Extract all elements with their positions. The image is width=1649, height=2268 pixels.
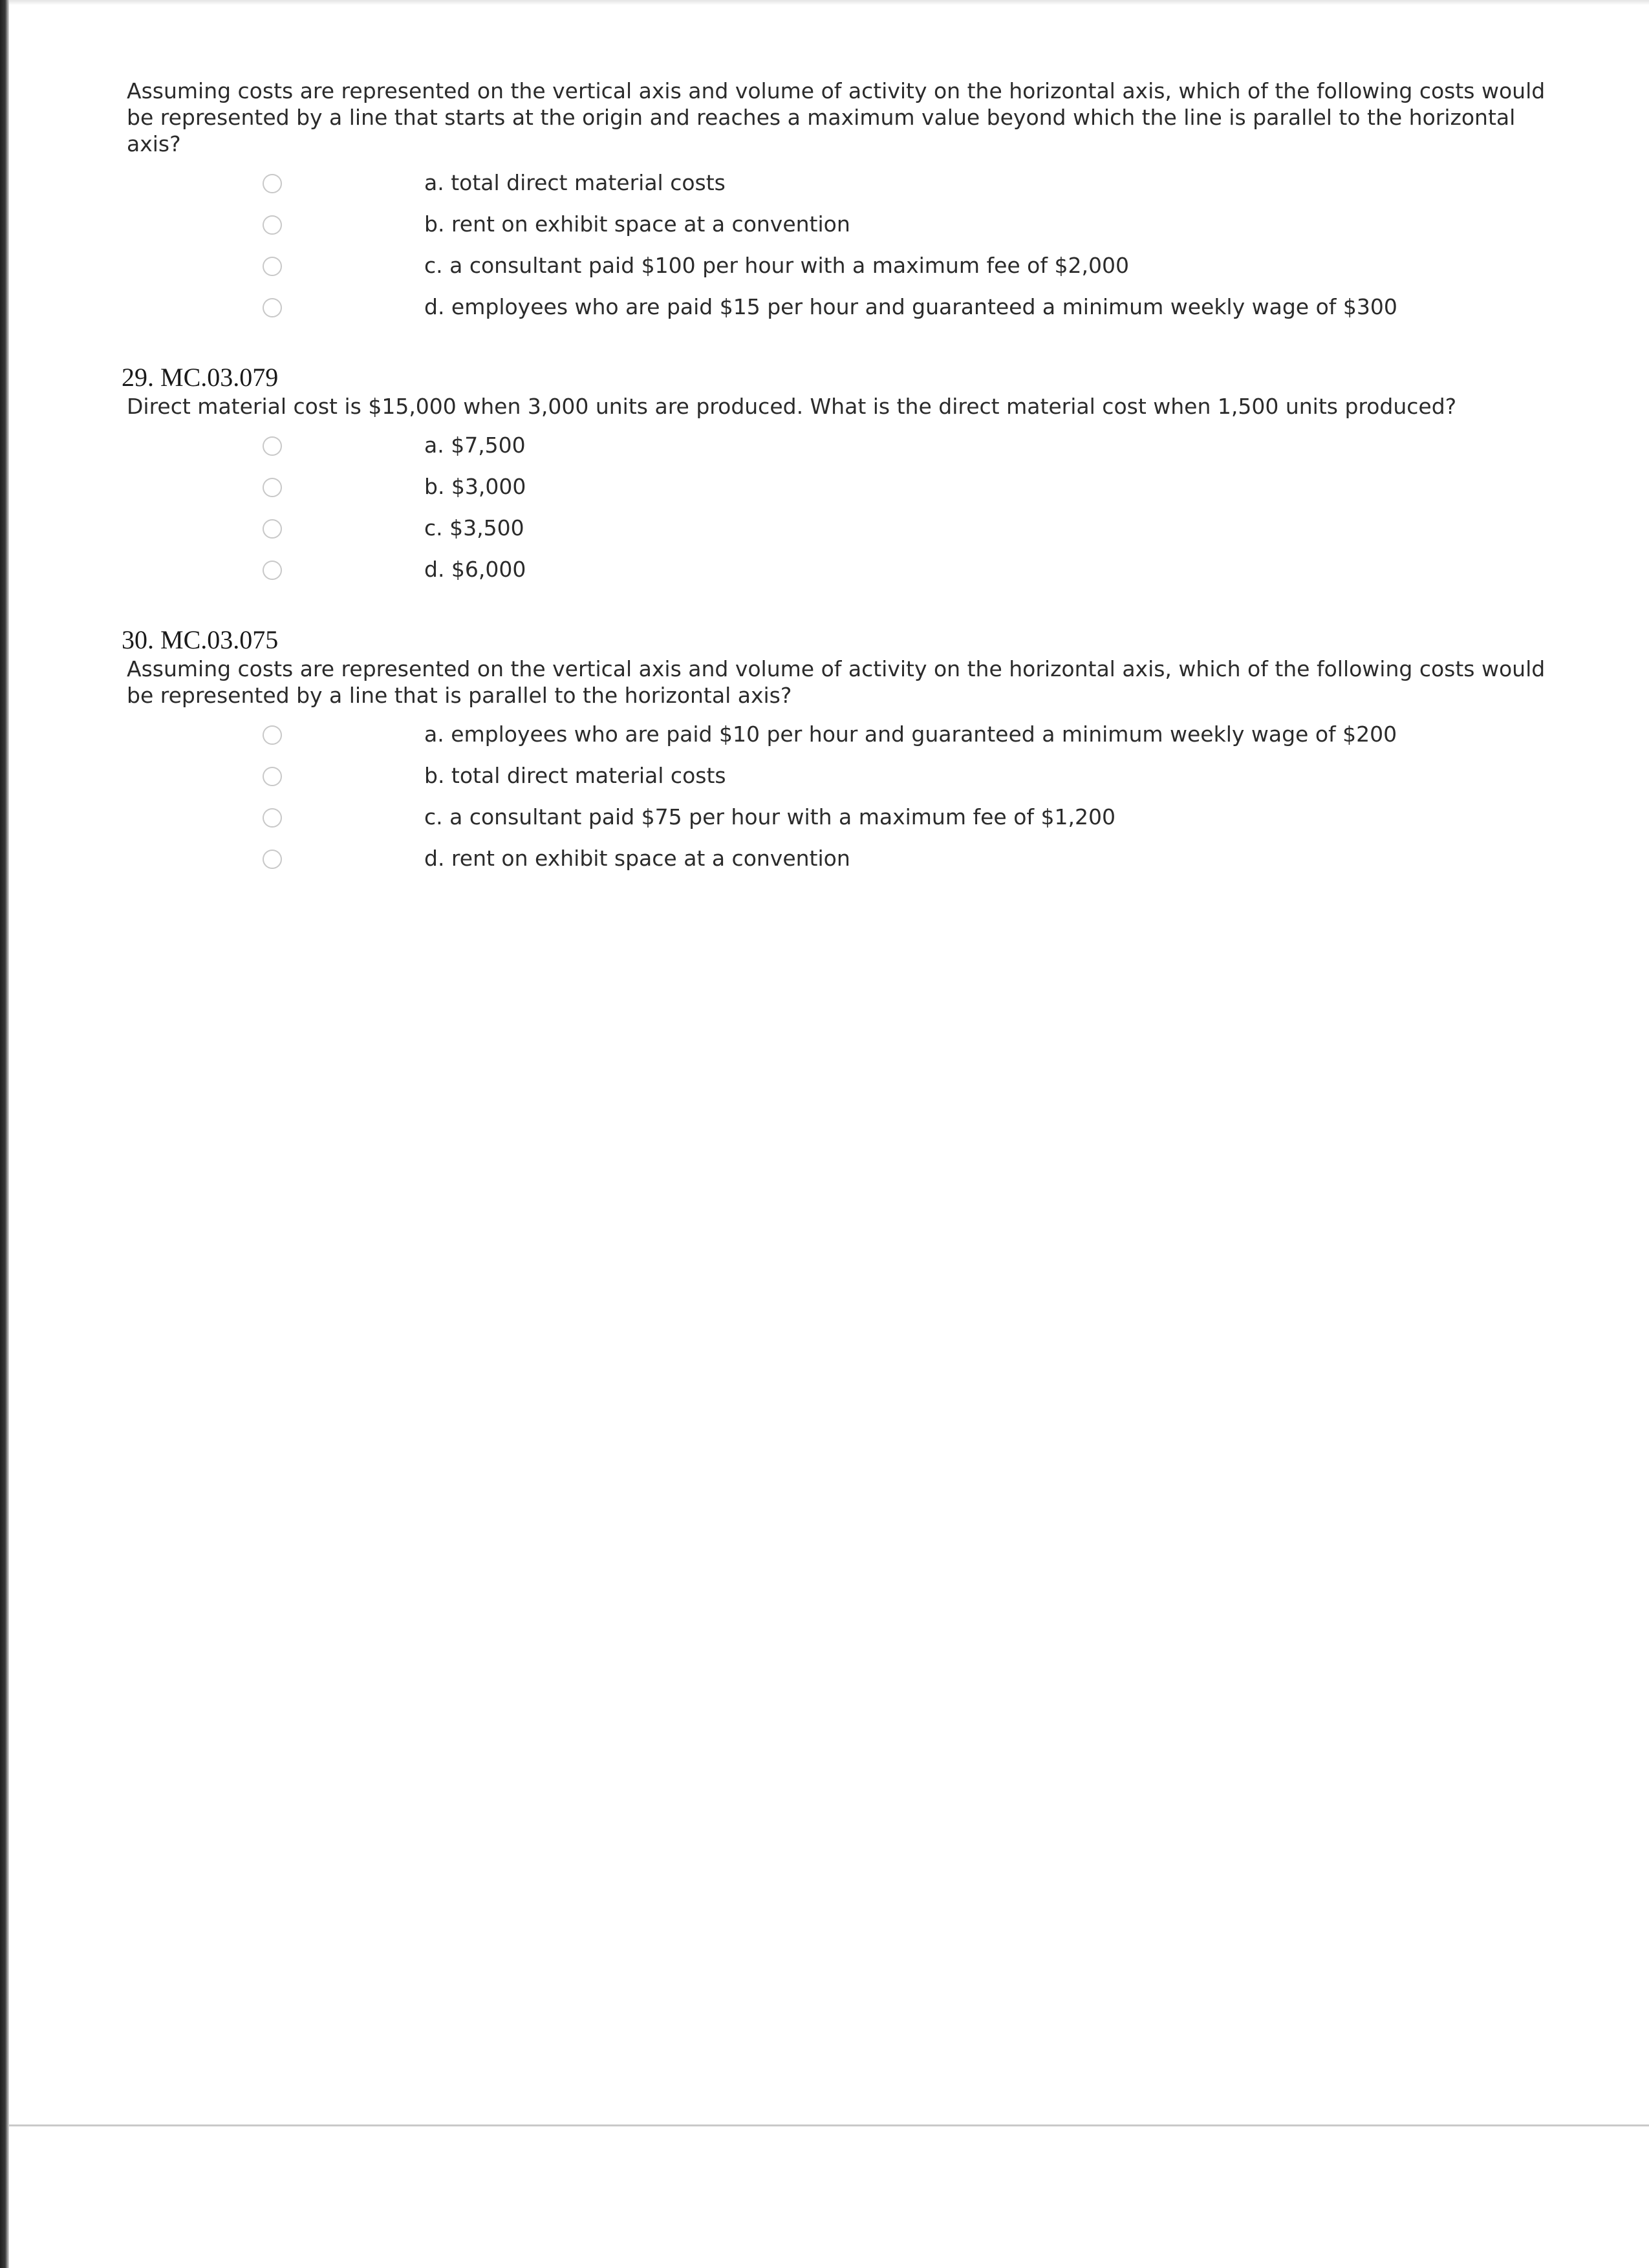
answer-label: d. $6,000 bbox=[424, 557, 526, 582]
page-divider bbox=[9, 2124, 1649, 2126]
answer-option-b[interactable] bbox=[127, 763, 1575, 804]
question-heading: 29. MC.03.079 bbox=[122, 363, 279, 392]
answer-option-a[interactable] bbox=[127, 170, 1575, 211]
answer-option-a[interactable] bbox=[127, 722, 1575, 763]
answer-label: c. a consultant paid $75 per hour with a maximum fee of $1,200 bbox=[424, 804, 1116, 829]
answer-option-d[interactable] bbox=[127, 846, 1575, 887]
answer-option-b[interactable] bbox=[127, 211, 1575, 253]
question-30 bbox=[122, 625, 1575, 887]
question-text: Assuming costs are represented on the vertical axis and volume of activity on the horizontal axis, which of the following costs would be represented by a line that starts at the origin and reaches a maximum value beyond which the line is parallel to the horizontal axis? bbox=[127, 78, 1546, 156]
answer-label: b. $3,000 bbox=[424, 474, 526, 499]
answer-option-c[interactable] bbox=[127, 804, 1575, 846]
answer-label: a. employees who are paid $10 per hour and guaranteed a minimum weekly wage of $200 bbox=[424, 722, 1397, 747]
scan-top-edge bbox=[9, 0, 1649, 5]
radio-button[interactable] bbox=[263, 215, 282, 235]
radio-button[interactable] bbox=[263, 561, 282, 580]
answer-label: c. $3,500 bbox=[424, 515, 524, 540]
answer-option-b[interactable] bbox=[127, 474, 1575, 515]
answer-label: d. employees who are paid $15 per hour and guaranteed a minimum weekly wage of $300 bbox=[424, 294, 1397, 319]
radio-button[interactable] bbox=[263, 298, 282, 317]
answer-label: b. rent on exhibit space at a convention bbox=[424, 211, 850, 237]
question-text: Assuming costs are represented on the vertical axis and volume of activity on the horizontal axis, which of the following costs would be represented by a line that is parallel to the horizontal axis? bbox=[127, 656, 1546, 708]
radio-button[interactable] bbox=[263, 767, 282, 786]
radio-button[interactable] bbox=[263, 519, 282, 539]
answer-label: d. rent on exhibit space at a convention bbox=[424, 846, 850, 871]
answer-options bbox=[127, 433, 1575, 598]
question-text: Direct material cost is $15,000 when 3,000 units are produced. What is the direct material cost when 1,500 units produced? bbox=[127, 394, 1457, 419]
answer-option-d[interactable] bbox=[127, 294, 1575, 336]
question-28 bbox=[127, 78, 1575, 336]
radio-button[interactable] bbox=[263, 478, 282, 497]
question-heading: 30. MC.03.075 bbox=[122, 625, 279, 654]
question-29 bbox=[122, 362, 1575, 598]
radio-button[interactable] bbox=[263, 725, 282, 745]
answer-options bbox=[127, 170, 1575, 336]
radio-button[interactable] bbox=[263, 850, 282, 869]
radio-button[interactable] bbox=[263, 436, 282, 456]
radio-button[interactable] bbox=[263, 808, 282, 828]
answer-option-c[interactable] bbox=[127, 515, 1575, 557]
answer-option-c[interactable] bbox=[127, 253, 1575, 294]
answer-label: a. $7,500 bbox=[424, 433, 526, 458]
answer-option-d[interactable] bbox=[127, 557, 1575, 598]
answer-label: a. total direct material costs bbox=[424, 170, 726, 195]
scan-left-edge bbox=[0, 0, 9, 2268]
answer-options bbox=[127, 722, 1575, 887]
answer-option-a[interactable] bbox=[127, 433, 1575, 474]
answer-label: b. total direct material costs bbox=[424, 763, 726, 788]
radio-button[interactable] bbox=[263, 257, 282, 276]
answer-label: c. a consultant paid $100 per hour with a maximum fee of $2,000 bbox=[424, 253, 1129, 278]
radio-button[interactable] bbox=[263, 174, 282, 193]
